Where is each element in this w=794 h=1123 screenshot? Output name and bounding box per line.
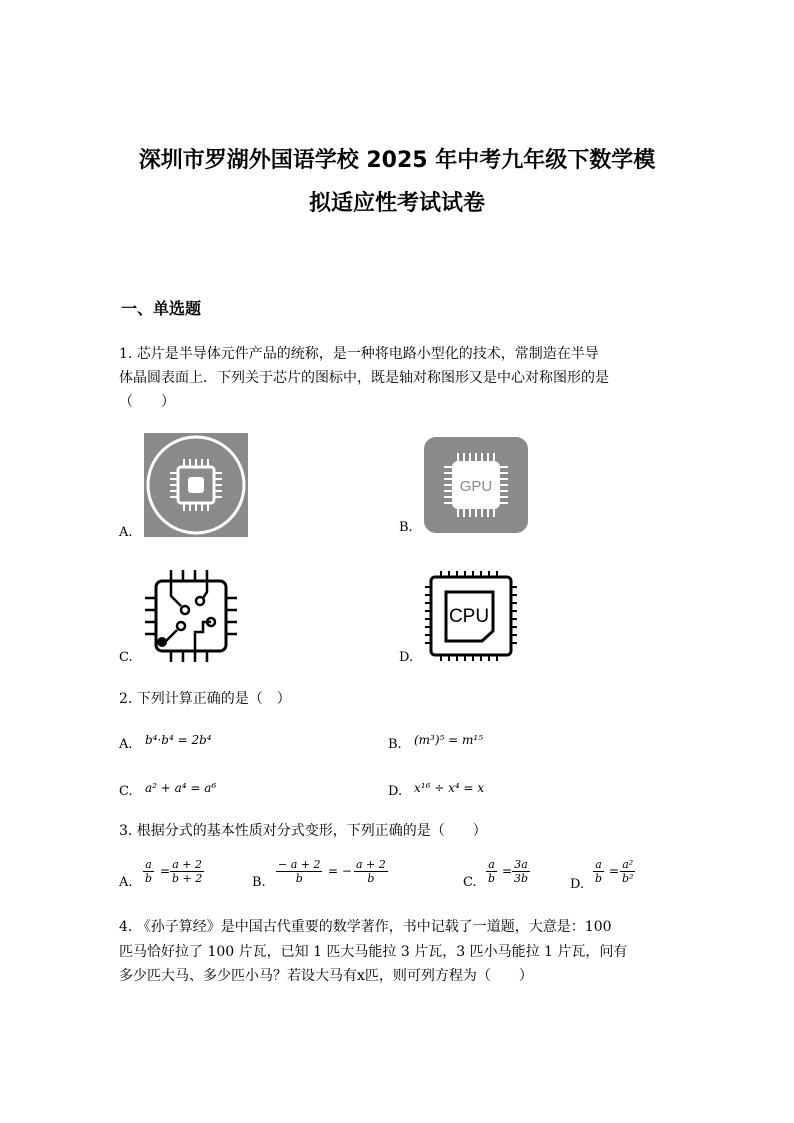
q2-option-b-expr: (m³)⁵ = m¹⁵ xyxy=(414,733,484,747)
denominator: b xyxy=(145,872,153,885)
q1-option-b-label: B. xyxy=(399,520,413,535)
numerator: a + 2 xyxy=(356,858,386,871)
q3-c-right-fraction xyxy=(512,858,530,885)
q3-c-left-fraction xyxy=(486,858,497,885)
q1-option-d-label: D. xyxy=(399,650,414,665)
denominator: b + 2 xyxy=(172,872,203,885)
denominator: b xyxy=(488,872,496,885)
numerator: a + 2 xyxy=(172,858,203,871)
q2-option-a-expr: b⁴·b⁴ = 2b⁴ xyxy=(145,733,212,747)
q4-line1: 4. 《孙子算经》是中国古代重要的数学著作，书中记载了一道题，大意是：100 xyxy=(119,919,612,935)
numerator: a xyxy=(595,858,602,871)
denominator: b² xyxy=(622,872,634,885)
q2-option-d-label: D. xyxy=(388,784,403,799)
q3-c-operator: = xyxy=(502,864,513,878)
numerator: a xyxy=(145,858,152,871)
q1-line2: 体晶圆表面上．下列关于芯片的图标中，既是轴对称图形又是中心对称图形的是 xyxy=(119,370,609,386)
section-heading: 一、单选题 xyxy=(121,299,202,318)
denominator: b xyxy=(595,872,603,885)
denominator: b xyxy=(295,872,303,885)
denominator: 3b xyxy=(514,872,529,885)
q3-a-left-fraction xyxy=(143,858,154,885)
q4-line2: 匹马恰好拉了 100 片瓦，已知 1 匹大马能拉 3 片瓦，3 匹小马能拉 1 片瓦，问有 xyxy=(119,944,628,960)
q3-option-a-label: A. xyxy=(119,875,133,890)
q2-option-b-label: B. xyxy=(388,737,402,752)
gpu-chip-icon xyxy=(424,437,528,533)
q3-option-d-label: D. xyxy=(570,877,585,892)
q1-line1: 1. 芯片是半导体元件产品的统称，是一种将电路小型化的技术，常制造在半导 xyxy=(119,346,599,362)
q2-option-d-expr: x¹⁶ ÷ x⁴ = x xyxy=(414,781,485,795)
q3-stem: 3. 根据分式的基本性质对分式变形，下列正确的是（ ） xyxy=(119,823,487,839)
q2-stem: 2. 下列计算正确的是（ ） xyxy=(119,691,291,707)
q4-line3: 多少匹大马、多少匹小马？若设大马有x匹，则可列方程为（ ） xyxy=(119,968,533,984)
q3-d-left-fraction xyxy=(593,858,604,885)
gpu-label: GPU xyxy=(459,478,493,495)
q3-d-right-fraction xyxy=(620,858,635,885)
exam-title-line2: 拟适应性考试试卷 xyxy=(308,191,485,216)
numerator: a xyxy=(488,858,495,871)
q2-option-c-label: C. xyxy=(119,784,133,799)
q3-option-c-label: C. xyxy=(463,875,477,890)
q3-option-b-label: B. xyxy=(252,875,266,890)
q1-option-c-label: C. xyxy=(119,650,133,665)
cpu-chip-icon xyxy=(425,571,517,661)
denominator: b xyxy=(367,872,375,885)
q3-a-operator: = xyxy=(160,864,171,878)
q1-option-a-label: A. xyxy=(119,525,133,540)
exam-title-line1: 深圳市罗湖外国语学校 2025 年中考九年级下数学模 xyxy=(138,148,656,173)
q1-line3: （ ） xyxy=(119,394,175,410)
q3-d-operator: = xyxy=(609,864,620,878)
chip-circle-icon xyxy=(144,433,248,537)
q2-option-a-label: A. xyxy=(119,737,133,752)
q2-option-c-expr: a² + a⁴ = a⁶ xyxy=(145,781,217,795)
q3-b-left-fraction xyxy=(276,858,322,885)
numerator: a² xyxy=(622,858,634,871)
cpu-label: CPU xyxy=(448,606,490,627)
numerator: − a + 2 xyxy=(278,858,321,871)
q3-a-right-fraction xyxy=(170,858,204,885)
numerator: 3a xyxy=(514,858,528,871)
circuit-chip-icon xyxy=(145,570,237,662)
q3-b-right-fraction xyxy=(354,858,388,885)
q3-b-operator: = − xyxy=(328,864,352,878)
